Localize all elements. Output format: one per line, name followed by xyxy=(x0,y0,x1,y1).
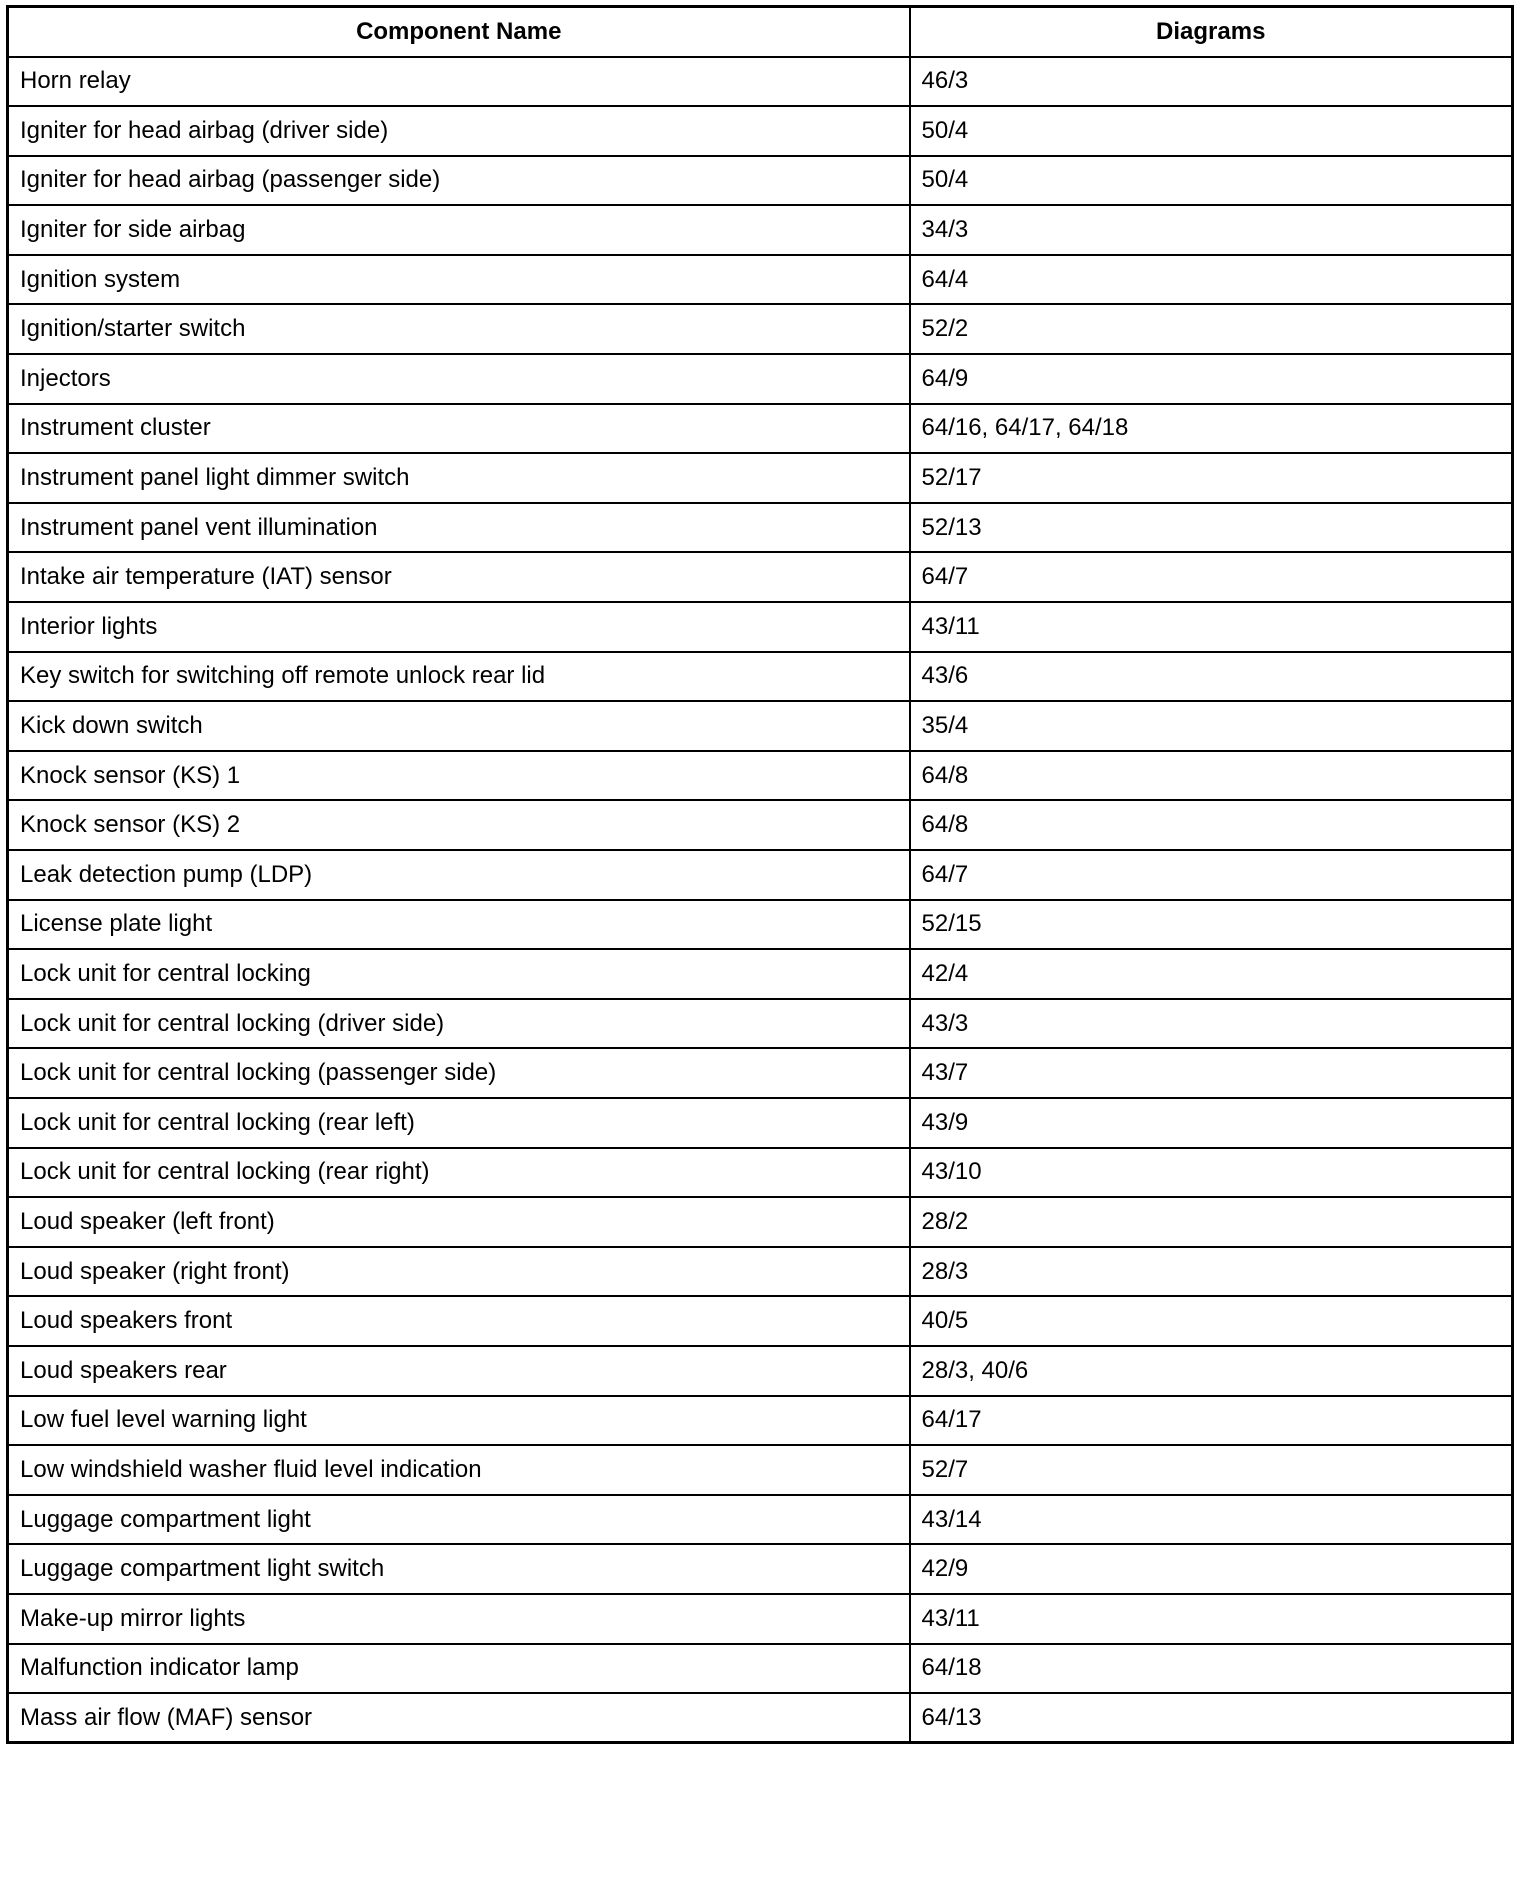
diagrams-cell: 43/14 xyxy=(910,1495,1513,1545)
component-name-cell: Instrument panel vent illumination xyxy=(8,503,910,553)
table-row xyxy=(8,701,1513,751)
column-header-diagrams: Diagrams xyxy=(910,7,1513,57)
diagrams-cell: 28/3, 40/6 xyxy=(910,1346,1513,1396)
diagrams-cell: 64/16, 64/17, 64/18 xyxy=(910,404,1513,454)
table-row xyxy=(8,800,1513,850)
diagrams-cell: 64/13 xyxy=(910,1693,1513,1743)
diagrams-cell: 52/17 xyxy=(910,453,1513,503)
table-row xyxy=(8,602,1513,652)
diagrams-cell: 46/3 xyxy=(910,57,1513,107)
component-name-cell: Interior lights xyxy=(8,602,910,652)
table-row xyxy=(8,751,1513,801)
component-name-cell: Lock unit for central locking (passenger side) xyxy=(8,1048,910,1098)
table-row xyxy=(8,552,1513,602)
component-name-cell: Leak detection pump (LDP) xyxy=(8,850,910,900)
table-body xyxy=(8,57,1513,1743)
component-name-cell: Knock sensor (KS) 1 xyxy=(8,751,910,801)
table-row xyxy=(8,850,1513,900)
diagrams-cell: 28/2 xyxy=(910,1197,1513,1247)
component-name-cell: Key switch for switching off remote unlock rear lid xyxy=(8,652,910,702)
component-name-cell: Ignition system xyxy=(8,255,910,305)
component-name-cell: Lock unit for central locking (rear left) xyxy=(8,1098,910,1148)
diagrams-cell: 43/10 xyxy=(910,1148,1513,1198)
table-row xyxy=(8,503,1513,553)
diagrams-cell: 28/3 xyxy=(910,1247,1513,1297)
component-name-cell: Igniter for head airbag (driver side) xyxy=(8,106,910,156)
component-name-cell: Low windshield washer fluid level indication xyxy=(8,1445,910,1495)
diagrams-cell: 52/7 xyxy=(910,1445,1513,1495)
component-name-cell: Intake air temperature (IAT) sensor xyxy=(8,552,910,602)
diagrams-cell: 43/9 xyxy=(910,1098,1513,1148)
diagrams-cell: 43/3 xyxy=(910,999,1513,1049)
table-row xyxy=(8,900,1513,950)
table-row xyxy=(8,1445,1513,1495)
diagrams-cell: 50/4 xyxy=(910,106,1513,156)
table-row xyxy=(8,453,1513,503)
table-row xyxy=(8,1693,1513,1743)
diagrams-cell: 64/9 xyxy=(910,354,1513,404)
component-name-cell: Instrument cluster xyxy=(8,404,910,454)
component-name-cell: Loud speakers rear xyxy=(8,1346,910,1396)
diagrams-cell: 34/3 xyxy=(910,205,1513,255)
diagrams-cell: 40/5 xyxy=(910,1296,1513,1346)
component-name-cell: Luggage compartment light xyxy=(8,1495,910,1545)
table-row xyxy=(8,652,1513,702)
component-name-cell: Make-up mirror lights xyxy=(8,1594,910,1644)
component-name-cell: Igniter for side airbag xyxy=(8,205,910,255)
component-name-cell: Mass air flow (MAF) sensor xyxy=(8,1693,910,1743)
diagrams-cell: 52/15 xyxy=(910,900,1513,950)
diagrams-cell: 43/11 xyxy=(910,1594,1513,1644)
table-row xyxy=(8,1594,1513,1644)
component-name-cell: Loud speakers front xyxy=(8,1296,910,1346)
diagrams-cell: 43/7 xyxy=(910,1048,1513,1098)
component-name-cell: Lock unit for central locking (rear right) xyxy=(8,1148,910,1198)
component-name-cell: Lock unit for central locking xyxy=(8,949,910,999)
diagrams-cell: 64/18 xyxy=(910,1644,1513,1694)
diagrams-cell: 64/7 xyxy=(910,850,1513,900)
table-row xyxy=(8,999,1513,1049)
component-name-cell: License plate light xyxy=(8,900,910,950)
diagrams-cell: 64/4 xyxy=(910,255,1513,305)
diagrams-cell: 52/2 xyxy=(910,304,1513,354)
table-row xyxy=(8,949,1513,999)
diagrams-cell: 42/9 xyxy=(910,1544,1513,1594)
table-row xyxy=(8,205,1513,255)
component-diagram-table xyxy=(6,5,1514,1744)
table-row xyxy=(8,255,1513,305)
table-row xyxy=(8,1247,1513,1297)
component-name-cell: Loud speaker (right front) xyxy=(8,1247,910,1297)
table-row xyxy=(8,1197,1513,1247)
table-row xyxy=(8,1495,1513,1545)
table-row xyxy=(8,1544,1513,1594)
diagrams-cell: 43/11 xyxy=(910,602,1513,652)
table-row xyxy=(8,156,1513,206)
diagrams-cell: 64/8 xyxy=(910,751,1513,801)
component-name-cell: Ignition/starter switch xyxy=(8,304,910,354)
table-header-row xyxy=(8,7,1513,57)
component-name-cell: Horn relay xyxy=(8,57,910,107)
column-header-component-name: Component Name xyxy=(8,7,910,57)
component-name-cell: Malfunction indicator lamp xyxy=(8,1644,910,1694)
table-row xyxy=(8,404,1513,454)
diagrams-cell: 52/13 xyxy=(910,503,1513,553)
table-row xyxy=(8,57,1513,107)
component-name-cell: Igniter for head airbag (passenger side) xyxy=(8,156,910,206)
table-row xyxy=(8,1644,1513,1694)
component-name-cell: Instrument panel light dimmer switch xyxy=(8,453,910,503)
component-name-cell: Low fuel level warning light xyxy=(8,1396,910,1446)
diagrams-cell: 64/17 xyxy=(910,1396,1513,1446)
table-row xyxy=(8,1148,1513,1198)
component-index-sheet xyxy=(6,5,1511,1880)
diagrams-cell: 42/4 xyxy=(910,949,1513,999)
diagrams-cell: 64/8 xyxy=(910,800,1513,850)
diagrams-cell: 64/7 xyxy=(910,552,1513,602)
component-name-cell: Loud speaker (left front) xyxy=(8,1197,910,1247)
component-name-cell: Injectors xyxy=(8,354,910,404)
diagrams-cell: 43/6 xyxy=(910,652,1513,702)
component-name-cell: Luggage compartment light switch xyxy=(8,1544,910,1594)
diagrams-cell: 50/4 xyxy=(910,156,1513,206)
component-name-cell: Kick down switch xyxy=(8,701,910,751)
diagrams-cell: 35/4 xyxy=(910,701,1513,751)
table-row xyxy=(8,1396,1513,1446)
table-row xyxy=(8,1048,1513,1098)
component-name-cell: Knock sensor (KS) 2 xyxy=(8,800,910,850)
table-row xyxy=(8,1346,1513,1396)
table-row xyxy=(8,106,1513,156)
table-row xyxy=(8,1296,1513,1346)
table-row xyxy=(8,1098,1513,1148)
component-name-cell: Lock unit for central locking (driver side) xyxy=(8,999,910,1049)
table-row xyxy=(8,304,1513,354)
table-row xyxy=(8,354,1513,404)
